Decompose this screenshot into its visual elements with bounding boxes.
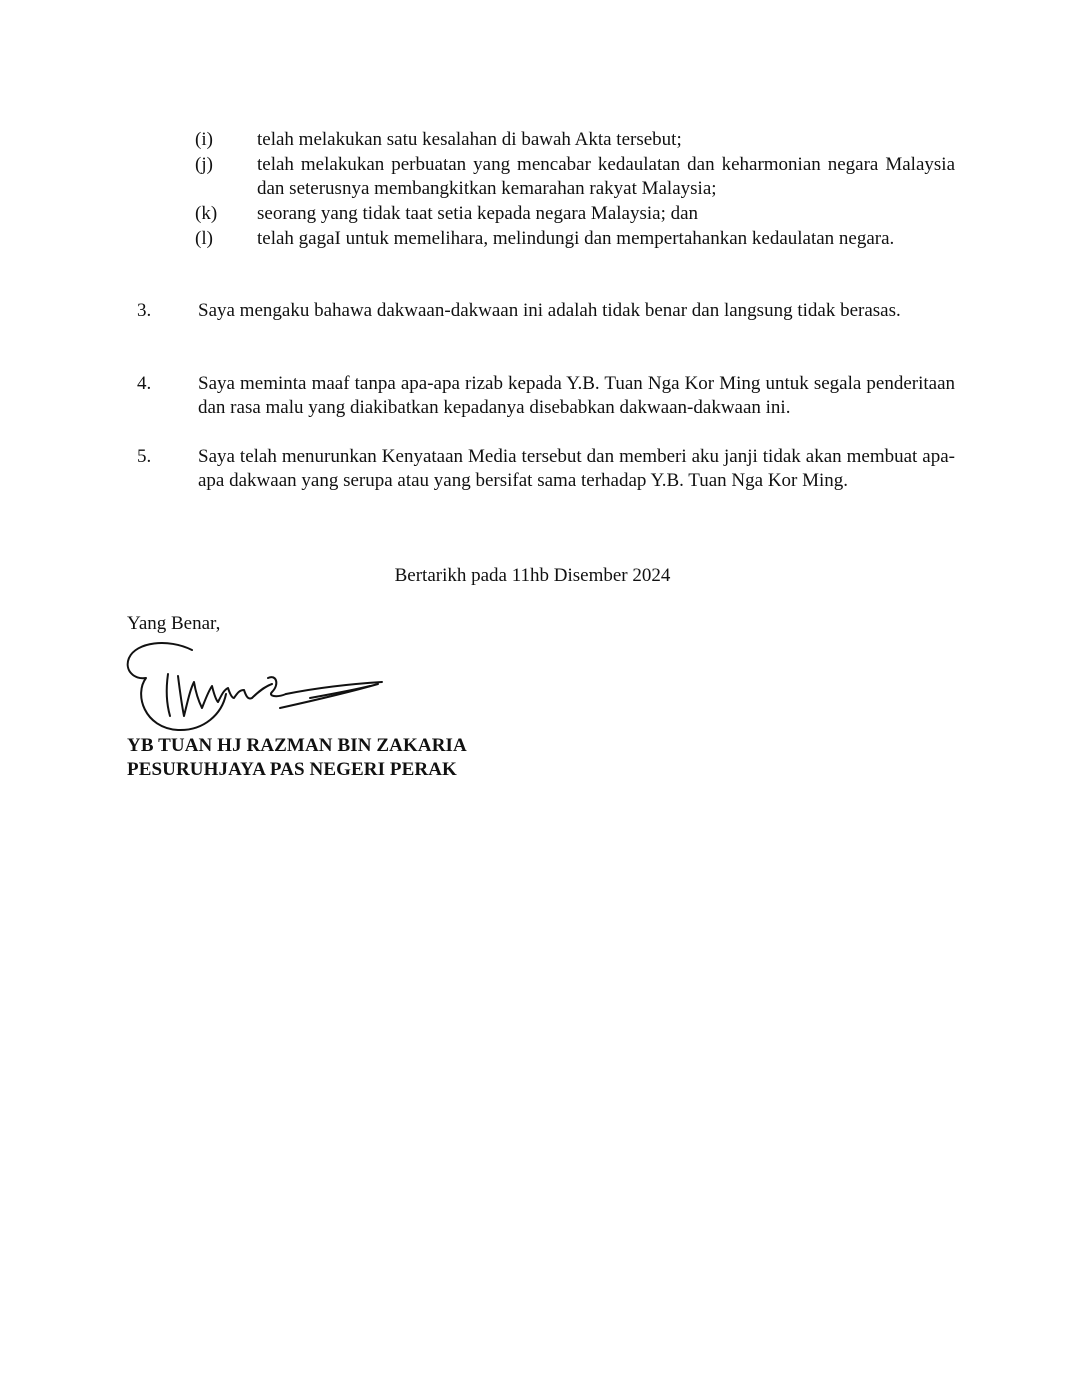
sub-item-text: telah gagaI untuk memelihara, melindungi dan mempertahankan kedaulatan negara. (257, 228, 895, 249)
date-line: Bertarikh pada 11hb Disember 2024 (394, 565, 671, 586)
sub-item-text: seorang yang tidak taat setia kepada negara Malaysia; dan (257, 203, 699, 224)
handwritten-signature (120, 636, 395, 736)
sub-item-text: telah melakukan satu kesalahan di bawah Akta tersebut; (257, 129, 682, 150)
sub-item-text: telah melakukan perbuatan yang mencabar kedaulatan dan keharmonian negara Malaysia dan seterusnya membangkitkan kemarahan rakyat Malaysia; (257, 154, 955, 199)
paragraph-number: 3. (137, 300, 152, 321)
sub-item-label: (l) (195, 228, 213, 249)
sub-item-l (195, 227, 955, 251)
sub-item-k (195, 202, 955, 226)
paragraph-number: 4. (137, 373, 152, 394)
signatory-title: PESURUHJAYA PAS NEGERI PERAK (127, 759, 457, 780)
sub-item-j (195, 153, 955, 201)
paragraph-text: Saya mengaku bahawa dakwaan-dakwaan ini adalah tidak benar dan langsung tidak berasas. (198, 300, 901, 321)
paragraph-text: Saya telah menurunkan Kenyataan Media tersebut dan memberi aku janji tidak akan membuat apa-apa dakwaan yang serupa atau yang bersifat sama terhadap Y.B. Tuan Nga Kor Ming. (198, 446, 955, 491)
paragraph-text: Saya meminta maaf tanpa apa-apa rizab kepada Y.B. Tuan Nga Kor Ming untuk segala penderitaan dan rasa malu yang diakibatkan kepadanya disebabkan dakwaan-dakwaan ini. (198, 373, 955, 418)
sub-item-i (195, 128, 955, 152)
signatory-name: YB TUAN HJ RAZMAN BIN ZAKARIA (127, 735, 467, 756)
sub-item-label: (i) (195, 129, 213, 150)
closing-salutation: Yang Benar, (127, 613, 221, 634)
paragraph-number: 5. (137, 446, 152, 467)
sub-item-label: (k) (195, 203, 218, 224)
sub-item-label: (j) (195, 154, 213, 175)
paragraph-4 (137, 372, 955, 420)
paragraph-5 (137, 445, 955, 493)
paragraph-3 (137, 299, 955, 323)
